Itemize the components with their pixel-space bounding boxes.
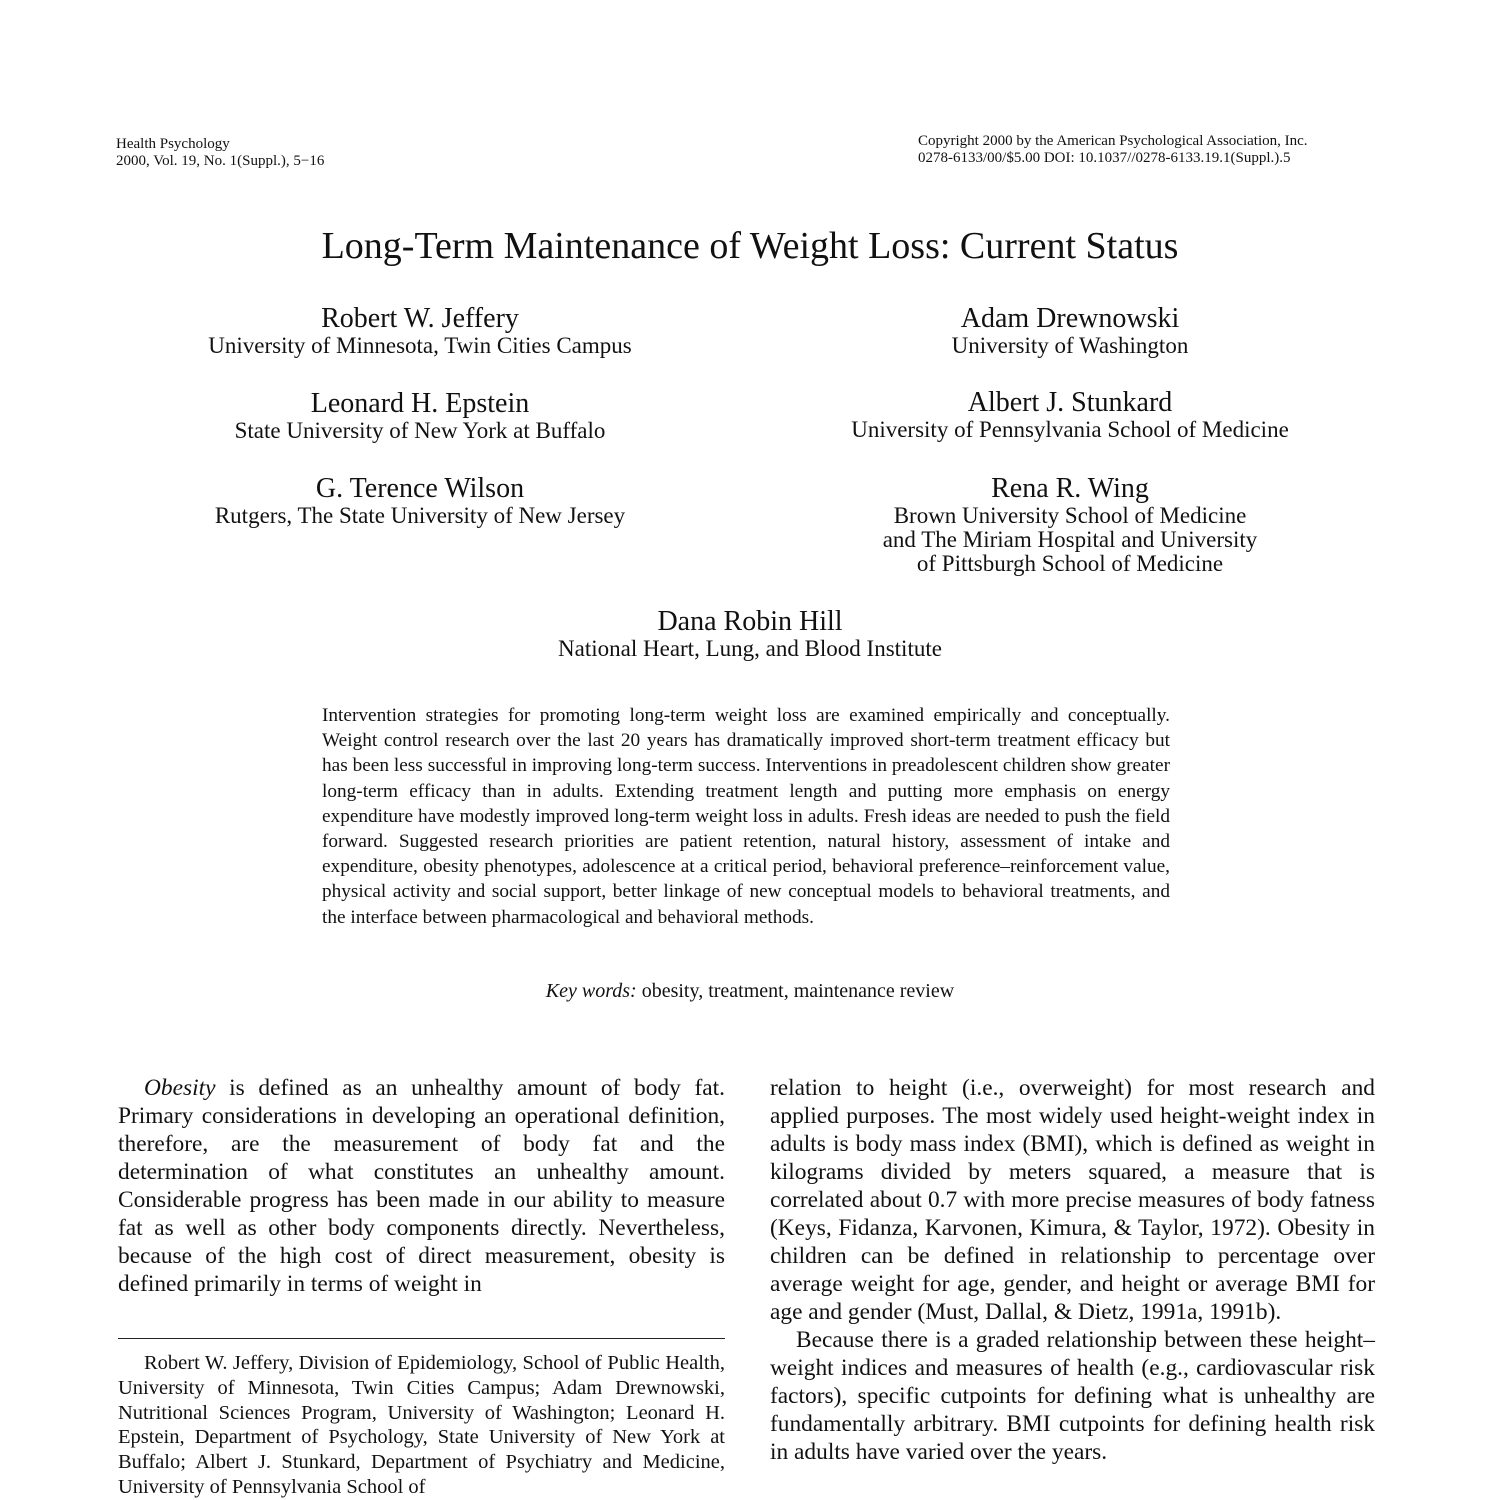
body-paragraph: relation to height (i.e., overweight) for most research and applied purposes. The most widely used height-weight index in adults is body mass index (BMI), which is defined as weight in kilograms divided by meters squared, a measure that is correlated about 0.7 with more precise measures of body fatness (Keys, Fidanza, Karvonen, Kimura, & Taylor, 1972). Obesity in children can be defined in relationship to percentage over average weight for age, gender, and height or average BMI for age and gender (Must, Dallal, & Dietz, 1991a, 1991b). (770, 1075, 1375, 1325)
author-name: Robert W. Jeffery (321, 303, 519, 334)
body-column-left (118, 1074, 725, 1298)
author-block (770, 388, 1370, 442)
body-column-right (770, 1074, 1375, 1466)
author-note (118, 1351, 725, 1500)
keywords (0, 979, 1500, 1003)
author-affiliation: University of Minnesota, Twin Cities Campus (208, 333, 632, 358)
abstract: Intervention strategies for promoting long-term weight loss are examined empirically and conceptually. Weight control research over the last 20 years has dramatically improved short-term treatment efficacy but has been less successful in improving long-term success. Interventions in preadolescent children show greater long-term efficacy than in adults. Extending treatment length and putting more emphasis on energy expenditure have modestly improved long-term weight loss in adults. Fresh ideas are needed to push the field forward. Suggested research priorities are patient retention, natural history, assessment of intake and expenditure, obesity phenotypes, adolescence at a critical period, behavioral preference–reinforcement value, physical activity and social support, better linkage of new conceptual models to behavioral treatments, and the interface between pharmacological and behavioral methods. (322, 705, 1170, 928)
author-affiliation: National Heart, Lung, and Blood Institute (558, 636, 942, 661)
running-header-right (918, 133, 1308, 167)
author-name: Rena R. Wing (991, 473, 1149, 504)
author-affiliation: University of Pennsylvania School of Medicine (851, 417, 1289, 442)
author-block (120, 304, 720, 358)
lead-term: Obesity (144, 1075, 216, 1101)
author-affiliation: and The Miriam Hospital and University (882, 527, 1258, 552)
author-block (120, 389, 720, 443)
footnote-paragraph: Robert W. Jeffery, Division of Epidemiology, School of Public Health, University of Minnesota, Twin Cities Campus; Adam Drewnowski, Nutritional Sciences Program, University of Washington; Leonard H. Epstein, Department of Psychology, State University of New York at Buffalo; Albert J. Stunkard, Department of Psychiatry and Medicine, University of Pennsylvania School of (118, 1352, 725, 1498)
author-name: Adam Drewnowski (960, 303, 1180, 334)
author-affiliation: of Pittsburgh School of Medicine (916, 551, 1224, 576)
journal-name: Health Psychology (116, 136, 230, 152)
paper-title: Long-Term Maintenance of Weight Loss: Current Status (321, 225, 1179, 267)
author-name: Albert J. Stunkard (967, 387, 1173, 418)
author-block (770, 304, 1370, 358)
body-paragraph: Because there is a graded relationship between these height–weight indices and measures of health (e.g., cardiovascular risk factors), specific cutpoints for defining what is unhealthy are fundamentally arbitrary. BMI cutpoints for defining health risk in adults have varied over the years. (770, 1327, 1375, 1465)
keywords-label: Key words: (545, 980, 637, 1002)
running-header-left (116, 136, 324, 170)
author-affiliation: Rutgers, The State University of New Jersey (214, 503, 626, 528)
author-name: Leonard H. Epstein (310, 388, 530, 419)
author-affiliation: State University of New York at Buffalo (234, 418, 606, 443)
author-block (770, 474, 1370, 576)
keywords-text: obesity, treatment, maintenance review (636, 980, 955, 1002)
author-block (445, 607, 1055, 661)
author-affiliation: Brown University School of Medicine (893, 503, 1247, 528)
author-name: Dana Robin Hill (657, 606, 843, 637)
body-paragraph: Obesity is defined as an unhealthy amount of body fat. Primary considerations in developing an operational definition, therefore, are the measurement of body fat and the determination of what constitutes an unhealthy amount. Considerable progress has been made in our ability to measure fat as well as other body components directly. Nevertheless, because of the high cost of direct measurement, obesity is defined primarily in terms of weight in (118, 1075, 725, 1297)
copyright-line: Copyright 2000 by the American Psychological Association, Inc. (918, 133, 1308, 149)
volume-info: 2000, Vol. 19, No. 1(Suppl.), 5−16 (116, 153, 325, 169)
author-name: G. Terence Wilson (315, 473, 525, 504)
footnote-divider (118, 1338, 725, 1339)
author-affiliation: University of Washington (951, 333, 1189, 358)
author-block (120, 474, 720, 528)
doi-line: 0278-6133/00/$5.00 DOI: 10.1037//0278-6133.19.1(Suppl.).5 (918, 150, 1291, 166)
